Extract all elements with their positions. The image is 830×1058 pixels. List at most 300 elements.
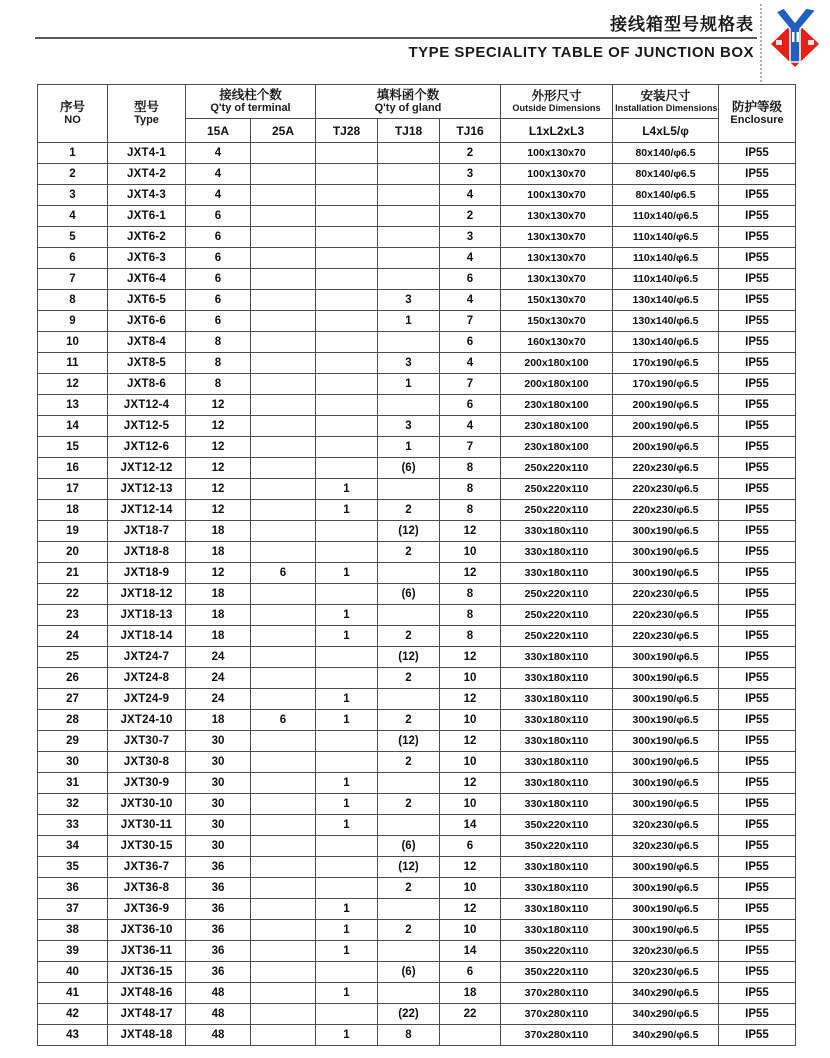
cell-outside-dimensions: 250x220x110	[501, 605, 613, 626]
col-header-type-cn: 型号	[133, 99, 159, 114]
cell-enclosure: IP55	[719, 563, 796, 584]
cell-installation-dimensions: 80x140/φ6.5	[613, 164, 719, 185]
cell-gland-tj28: 1	[316, 689, 378, 710]
table-row	[38, 353, 796, 374]
cell-gland-tj16: 4	[440, 416, 501, 437]
cell-gland-tj28: 1	[316, 920, 378, 941]
cell-terminal-25a	[251, 500, 316, 521]
cell-outside-dimensions: 330x180x110	[501, 542, 613, 563]
cell-gland-tj16: 8	[440, 479, 501, 500]
cell-gland-tj16: 12	[440, 521, 501, 542]
cell-installation-dimensions: 300x190/φ6.5	[613, 899, 719, 920]
cell-gland-tj18	[378, 479, 440, 500]
cell-gland-tj16: 6	[440, 332, 501, 353]
cell-terminal-25a	[251, 248, 316, 269]
cell-enclosure: IP55	[719, 878, 796, 899]
cell-gland-tj16: 3	[440, 164, 501, 185]
col-header-outside-cn: 外形尺寸	[531, 88, 582, 103]
cell-enclosure: IP55	[719, 815, 796, 836]
cell-enclosure: IP55	[719, 668, 796, 689]
table-row	[38, 164, 796, 185]
cell-no: 34	[38, 836, 108, 857]
cell-terminal-15a: 48	[186, 1025, 251, 1046]
cell-installation-dimensions: 110x140/φ6.5	[613, 227, 719, 248]
cell-outside-dimensions: 370x280x110	[501, 983, 613, 1004]
cell-installation-dimensions: 220x230/φ6.5	[613, 500, 719, 521]
cell-installation-dimensions: 220x230/φ6.5	[613, 584, 719, 605]
cell-gland-tj16: 4	[440, 185, 501, 206]
cell-gland-tj16: 22	[440, 1004, 501, 1025]
cell-gland-tj28	[316, 206, 378, 227]
cell-enclosure: IP55	[719, 227, 796, 248]
table-row	[38, 731, 796, 752]
cell-enclosure: IP55	[719, 584, 796, 605]
cell-terminal-25a	[251, 542, 316, 563]
table-row	[38, 542, 796, 563]
col-header-25a: 25A	[251, 119, 316, 143]
cell-installation-dimensions: 80x140/φ6.5	[613, 185, 719, 206]
cell-type: JXT6-5	[108, 290, 186, 311]
cell-enclosure: IP55	[719, 1004, 796, 1025]
cell-outside-dimensions: 250x220x110	[501, 626, 613, 647]
brand-logo-icon	[766, 6, 824, 78]
cell-no: 37	[38, 899, 108, 920]
cell-terminal-15a: 24	[186, 668, 251, 689]
cell-terminal-15a: 4	[186, 143, 251, 164]
cell-outside-dimensions: 350x220x110	[501, 941, 613, 962]
cell-type: JXT36-10	[108, 920, 186, 941]
cell-enclosure: IP55	[719, 395, 796, 416]
cell-gland-tj18: (12)	[378, 731, 440, 752]
cell-gland-tj18: 2	[378, 920, 440, 941]
col-header-terminal-en: Q'ty of terminal	[210, 102, 291, 115]
cell-outside-dimensions: 330x180x110	[501, 563, 613, 584]
cell-gland-tj18: (12)	[378, 647, 440, 668]
cell-type: JXT30-10	[108, 794, 186, 815]
cell-gland-tj18: 2	[378, 626, 440, 647]
cell-type: JXT4-3	[108, 185, 186, 206]
cell-outside-dimensions: 330x180x110	[501, 689, 613, 710]
cell-gland-tj16: 8	[440, 500, 501, 521]
cell-gland-tj16: 18	[440, 983, 501, 1004]
col-header-no-cn: 序号	[59, 99, 85, 114]
cell-installation-dimensions: 300x190/φ6.5	[613, 878, 719, 899]
table-row	[38, 521, 796, 542]
col-header-terminal-cn: 接线柱个数	[219, 87, 282, 102]
cell-installation-dimensions: 220x230/φ6.5	[613, 605, 719, 626]
cell-outside-dimensions: 200x180x100	[501, 374, 613, 395]
cell-installation-dimensions: 110x140/φ6.5	[613, 206, 719, 227]
cell-outside-dimensions: 250x220x110	[501, 458, 613, 479]
cell-gland-tj16: 4	[440, 353, 501, 374]
cell-type: JXT18-13	[108, 605, 186, 626]
cell-terminal-15a: 30	[186, 731, 251, 752]
cell-gland-tj18	[378, 332, 440, 353]
cell-terminal-15a: 30	[186, 836, 251, 857]
col-header-enclosure-en: Enclosure	[730, 114, 784, 127]
cell-terminal-25a	[251, 752, 316, 773]
cell-terminal-15a: 30	[186, 752, 251, 773]
cell-terminal-15a: 6	[186, 206, 251, 227]
cell-terminal-15a: 18	[186, 626, 251, 647]
cell-outside-dimensions: 330x180x110	[501, 773, 613, 794]
cell-gland-tj18: 2	[378, 794, 440, 815]
cell-outside-dimensions: 250x220x110	[501, 584, 613, 605]
table-row	[38, 416, 796, 437]
cell-type: JXT6-3	[108, 248, 186, 269]
cell-installation-dimensions: 170x190/φ6.5	[613, 374, 719, 395]
col-header-no	[38, 85, 108, 143]
table-row	[38, 647, 796, 668]
header-rule	[35, 37, 757, 39]
cell-terminal-15a: 30	[186, 794, 251, 815]
cell-terminal-25a	[251, 1025, 316, 1046]
cell-terminal-25a	[251, 353, 316, 374]
cell-gland-tj16: 8	[440, 458, 501, 479]
cell-no: 20	[38, 542, 108, 563]
cell-terminal-25a	[251, 458, 316, 479]
cell-enclosure: IP55	[719, 416, 796, 437]
cell-type: JXT30-8	[108, 752, 186, 773]
cell-outside-dimensions: 130x130x70	[501, 269, 613, 290]
cell-gland-tj16: 12	[440, 731, 501, 752]
cell-installation-dimensions: 320x230/φ6.5	[613, 836, 719, 857]
cell-terminal-25a	[251, 773, 316, 794]
cell-gland-tj18	[378, 815, 440, 836]
table-row	[38, 836, 796, 857]
cell-type: JXT8-5	[108, 353, 186, 374]
cell-gland-tj16: 7	[440, 311, 501, 332]
cell-terminal-15a: 36	[186, 899, 251, 920]
cell-type: JXT12-6	[108, 437, 186, 458]
cell-enclosure: IP55	[719, 143, 796, 164]
table-row	[38, 185, 796, 206]
cell-installation-dimensions: 300x190/φ6.5	[613, 731, 719, 752]
cell-type: JXT30-11	[108, 815, 186, 836]
cell-terminal-15a: 12	[186, 500, 251, 521]
cell-outside-dimensions: 250x220x110	[501, 479, 613, 500]
cell-gland-tj16: 4	[440, 290, 501, 311]
table-row	[38, 437, 796, 458]
cell-enclosure: IP55	[719, 1025, 796, 1046]
cell-installation-dimensions: 300x190/φ6.5	[613, 521, 719, 542]
cell-outside-dimensions: 250x220x110	[501, 500, 613, 521]
table-row	[38, 626, 796, 647]
cell-gland-tj18	[378, 941, 440, 962]
cell-gland-tj16: 10	[440, 752, 501, 773]
cell-terminal-15a: 6	[186, 269, 251, 290]
cell-installation-dimensions: 300x190/φ6.5	[613, 794, 719, 815]
cell-enclosure: IP55	[719, 374, 796, 395]
cell-gland-tj16: 7	[440, 437, 501, 458]
cell-terminal-15a: 8	[186, 353, 251, 374]
cell-installation-dimensions: 130x140/φ6.5	[613, 311, 719, 332]
cell-enclosure: IP55	[719, 752, 796, 773]
cell-outside-dimensions: 230x180x100	[501, 395, 613, 416]
table-row	[38, 269, 796, 290]
cell-type: JXT24-7	[108, 647, 186, 668]
cell-terminal-25a	[251, 374, 316, 395]
cell-terminal-25a	[251, 332, 316, 353]
cell-outside-dimensions: 330x180x110	[501, 668, 613, 689]
cell-gland-tj16: 12	[440, 857, 501, 878]
cell-no: 25	[38, 647, 108, 668]
table-row	[38, 668, 796, 689]
cell-no: 41	[38, 983, 108, 1004]
cell-gland-tj16: 12	[440, 773, 501, 794]
cell-outside-dimensions: 130x130x70	[501, 227, 613, 248]
col-header-terminal-qty	[186, 85, 316, 119]
cell-installation-dimensions: 300x190/φ6.5	[613, 920, 719, 941]
cell-gland-tj28: 1	[316, 773, 378, 794]
cell-installation-dimensions: 300x190/φ6.5	[613, 710, 719, 731]
cell-type: JXT48-18	[108, 1025, 186, 1046]
cell-terminal-25a	[251, 1004, 316, 1025]
cell-gland-tj28: 1	[316, 479, 378, 500]
cell-outside-dimensions: 160x130x70	[501, 332, 613, 353]
cell-terminal-15a: 36	[186, 920, 251, 941]
cell-enclosure: IP55	[719, 647, 796, 668]
cell-gland-tj18: 2	[378, 668, 440, 689]
cell-gland-tj28	[316, 143, 378, 164]
table-header	[38, 85, 796, 143]
cell-terminal-25a	[251, 521, 316, 542]
cell-type: JXT6-4	[108, 269, 186, 290]
cell-outside-dimensions: 100x130x70	[501, 185, 613, 206]
cell-terminal-25a	[251, 605, 316, 626]
cell-enclosure: IP55	[719, 983, 796, 1004]
cell-terminal-25a	[251, 206, 316, 227]
cell-gland-tj18: (12)	[378, 521, 440, 542]
cell-terminal-15a: 48	[186, 983, 251, 1004]
cell-gland-tj18: (6)	[378, 458, 440, 479]
cell-terminal-15a: 18	[186, 605, 251, 626]
cell-gland-tj28	[316, 458, 378, 479]
cell-type: JXT30-9	[108, 773, 186, 794]
cell-no: 17	[38, 479, 108, 500]
cell-outside-dimensions: 330x180x110	[501, 920, 613, 941]
cell-installation-dimensions: 340x290/φ6.5	[613, 1025, 719, 1046]
cell-terminal-15a: 36	[186, 857, 251, 878]
junction-box-spec-table	[37, 84, 796, 1046]
table-row	[38, 1004, 796, 1025]
cell-no: 36	[38, 878, 108, 899]
cell-terminal-25a	[251, 185, 316, 206]
table-row	[38, 794, 796, 815]
cell-installation-dimensions: 300x190/φ6.5	[613, 752, 719, 773]
cell-terminal-15a: 6	[186, 290, 251, 311]
cell-terminal-15a: 12	[186, 416, 251, 437]
cell-gland-tj16: 6	[440, 269, 501, 290]
cell-gland-tj18: 1	[378, 437, 440, 458]
cell-no: 13	[38, 395, 108, 416]
cell-type: JXT36-15	[108, 962, 186, 983]
cell-no: 43	[38, 1025, 108, 1046]
col-header-gland-en: Q'ty of gland	[374, 102, 442, 115]
cell-gland-tj18	[378, 983, 440, 1004]
cell-terminal-25a	[251, 962, 316, 983]
cell-gland-tj18	[378, 164, 440, 185]
cell-enclosure: IP55	[719, 920, 796, 941]
col-header-gland-qty	[316, 85, 501, 119]
cell-gland-tj28: 1	[316, 815, 378, 836]
page-title-english: TYPE SPECIALITY TABLE OF JUNCTION BOX	[408, 44, 754, 61]
cell-enclosure: IP55	[719, 794, 796, 815]
cell-installation-dimensions: 170x190/φ6.5	[613, 353, 719, 374]
cell-type: JXT6-2	[108, 227, 186, 248]
cell-type: JXT12-14	[108, 500, 186, 521]
cell-gland-tj28	[316, 668, 378, 689]
cell-type: JXT24-9	[108, 689, 186, 710]
cell-gland-tj28	[316, 248, 378, 269]
cell-terminal-25a	[251, 920, 316, 941]
cell-terminal-25a	[251, 983, 316, 1004]
table-row	[38, 584, 796, 605]
cell-gland-tj16: 8	[440, 605, 501, 626]
cell-enclosure: IP55	[719, 626, 796, 647]
cell-type: JXT24-8	[108, 668, 186, 689]
cell-installation-dimensions: 300x190/φ6.5	[613, 689, 719, 710]
cell-outside-dimensions: 330x180x110	[501, 710, 613, 731]
cell-type: JXT4-2	[108, 164, 186, 185]
cell-terminal-25a	[251, 941, 316, 962]
cell-gland-tj18: (6)	[378, 836, 440, 857]
cell-installation-dimensions: 300x190/φ6.5	[613, 857, 719, 878]
cell-gland-tj16: 6	[440, 962, 501, 983]
cell-gland-tj28: 1	[316, 605, 378, 626]
cell-gland-tj28	[316, 311, 378, 332]
col-header-install-cn: 安装尺寸	[640, 88, 691, 103]
cell-enclosure: IP55	[719, 710, 796, 731]
cell-type: JXT36-11	[108, 941, 186, 962]
cell-terminal-25a	[251, 584, 316, 605]
cell-gland-tj16: 6	[440, 836, 501, 857]
cell-enclosure: IP55	[719, 857, 796, 878]
table-row	[38, 773, 796, 794]
cell-gland-tj16: 7	[440, 374, 501, 395]
cell-installation-dimensions: 320x230/φ6.5	[613, 962, 719, 983]
cell-gland-tj18: (22)	[378, 1004, 440, 1025]
cell-terminal-25a	[251, 437, 316, 458]
cell-type: JXT36-7	[108, 857, 186, 878]
cell-enclosure: IP55	[719, 605, 796, 626]
cell-gland-tj18: 2	[378, 542, 440, 563]
cell-no: 28	[38, 710, 108, 731]
cell-installation-dimensions: 220x230/φ6.5	[613, 458, 719, 479]
cell-gland-tj28	[316, 521, 378, 542]
cell-no: 39	[38, 941, 108, 962]
cell-gland-tj18	[378, 248, 440, 269]
cell-gland-tj28: 1	[316, 1025, 378, 1046]
cell-type: JXT6-6	[108, 311, 186, 332]
table-row	[38, 605, 796, 626]
cell-enclosure: IP55	[719, 248, 796, 269]
cell-gland-tj16: 12	[440, 647, 501, 668]
cell-terminal-25a	[251, 143, 316, 164]
cell-enclosure: IP55	[719, 311, 796, 332]
cell-gland-tj18: 3	[378, 290, 440, 311]
cell-type: JXT12-13	[108, 479, 186, 500]
cell-no: 38	[38, 920, 108, 941]
cell-no: 29	[38, 731, 108, 752]
cell-enclosure: IP55	[719, 479, 796, 500]
cell-terminal-15a: 18	[186, 710, 251, 731]
page-header	[0, 0, 830, 84]
cell-outside-dimensions: 370x280x110	[501, 1004, 613, 1025]
cell-outside-dimensions: 150x130x70	[501, 290, 613, 311]
cell-gland-tj16: 14	[440, 941, 501, 962]
cell-gland-tj16: 10	[440, 878, 501, 899]
cell-gland-tj18	[378, 563, 440, 584]
cell-gland-tj18	[378, 143, 440, 164]
col-header-enclosure	[719, 85, 796, 143]
cell-no: 35	[38, 857, 108, 878]
cell-gland-tj18: (12)	[378, 857, 440, 878]
table-row	[38, 815, 796, 836]
cell-gland-tj16: 2	[440, 143, 501, 164]
cell-installation-dimensions: 130x140/φ6.5	[613, 290, 719, 311]
cell-outside-dimensions: 350x220x110	[501, 962, 613, 983]
cell-type: JXT18-9	[108, 563, 186, 584]
cell-enclosure: IP55	[719, 521, 796, 542]
cell-terminal-25a	[251, 857, 316, 878]
cell-outside-dimensions: 100x130x70	[501, 164, 613, 185]
cell-terminal-25a	[251, 416, 316, 437]
cell-terminal-25a	[251, 689, 316, 710]
cell-enclosure: IP55	[719, 836, 796, 857]
table-row	[38, 689, 796, 710]
col-header-enclosure-cn: 防护等级	[731, 99, 782, 114]
cell-terminal-15a: 4	[186, 185, 251, 206]
cell-terminal-15a: 12	[186, 395, 251, 416]
cell-no: 3	[38, 185, 108, 206]
cell-gland-tj18: 2	[378, 752, 440, 773]
cell-gland-tj18	[378, 689, 440, 710]
cell-gland-tj16: 10	[440, 542, 501, 563]
table-body	[38, 143, 796, 1046]
table-row	[38, 857, 796, 878]
cell-gland-tj16: 12	[440, 899, 501, 920]
cell-gland-tj18: 2	[378, 500, 440, 521]
cell-installation-dimensions: 320x230/φ6.5	[613, 815, 719, 836]
cell-gland-tj28	[316, 878, 378, 899]
table-row	[38, 878, 796, 899]
cell-type: JXT36-9	[108, 899, 186, 920]
col-header-outside-en: Outside Dimensions	[512, 103, 601, 114]
cell-terminal-15a: 36	[186, 878, 251, 899]
cell-enclosure: IP55	[719, 290, 796, 311]
cell-gland-tj18	[378, 395, 440, 416]
table-row	[38, 458, 796, 479]
table-row	[38, 479, 796, 500]
table-row	[38, 227, 796, 248]
col-header-no-en: NO	[64, 114, 81, 127]
cell-gland-tj18	[378, 773, 440, 794]
cell-outside-dimensions: 330x180x110	[501, 878, 613, 899]
cell-outside-dimensions: 130x130x70	[501, 248, 613, 269]
cell-no: 12	[38, 374, 108, 395]
cell-gland-tj16: 2	[440, 206, 501, 227]
cell-no: 9	[38, 311, 108, 332]
cell-outside-dimensions: 370x280x110	[501, 1025, 613, 1046]
cell-gland-tj28	[316, 962, 378, 983]
cell-gland-tj28	[316, 395, 378, 416]
cell-gland-tj16: 8	[440, 626, 501, 647]
col-header-l1xl2xl3: L1xL2xL3	[501, 119, 613, 143]
table-row	[38, 752, 796, 773]
cell-terminal-15a: 4	[186, 164, 251, 185]
cell-terminal-15a: 12	[186, 479, 251, 500]
